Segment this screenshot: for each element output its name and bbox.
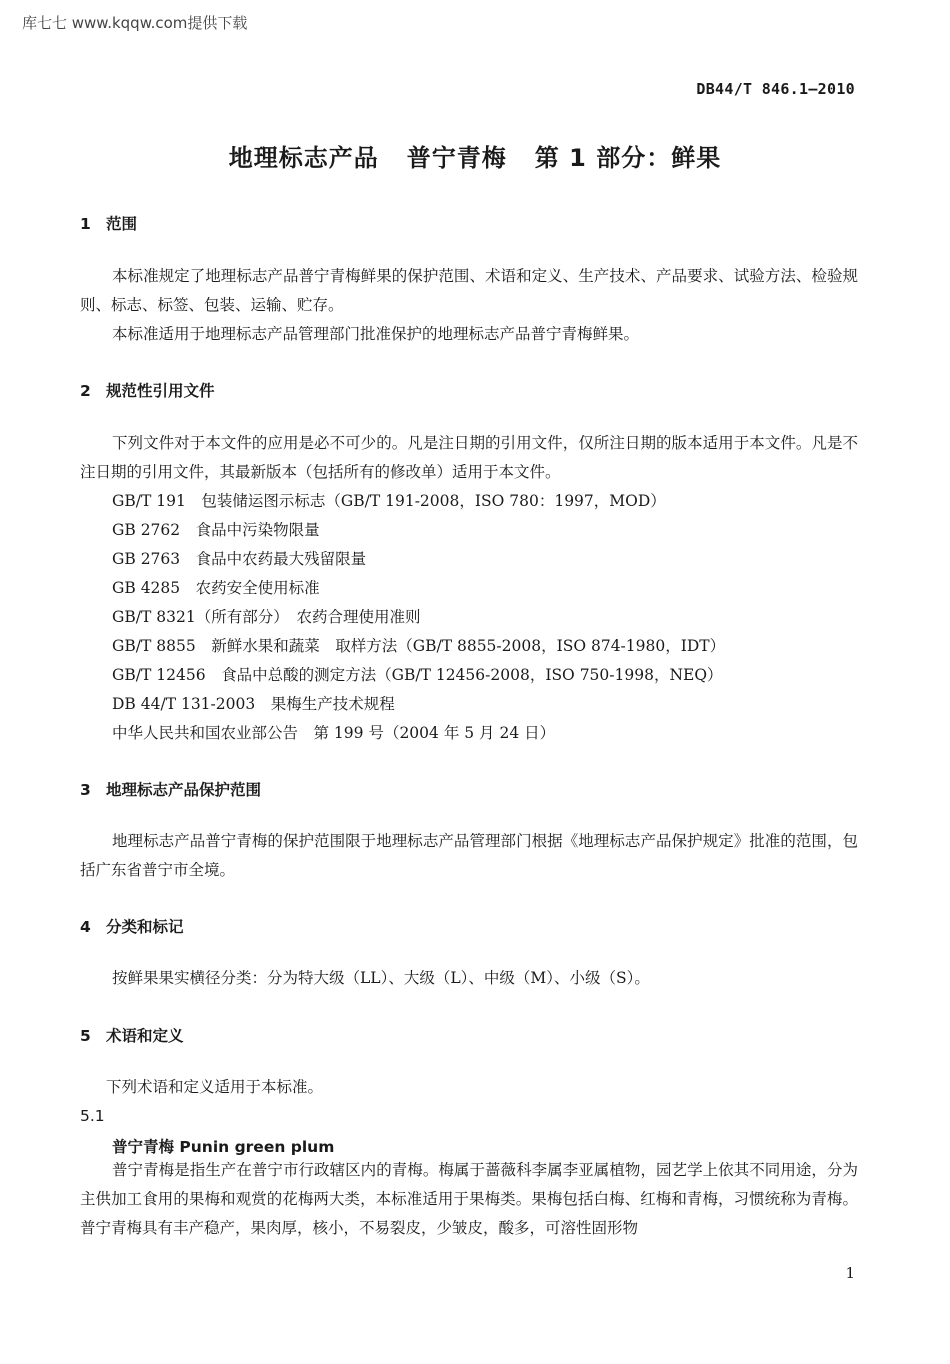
reference-item: 中华人民共和国农业部公告 第 199 号（2004 年 5 月 24 日） [112, 724, 556, 742]
section-number: 2 [80, 382, 91, 400]
watermark-text: 库七七 www.kqqw.com提供下载 [22, 14, 248, 32]
section-title: 术语和定义 [106, 1027, 184, 1045]
section-number: 5 [80, 1027, 91, 1045]
section-4-paragraph-1: 按鲜果果实横径分类：分为特大级（LL）、大级（L）、中级（M）、小级（S）。 [112, 969, 650, 987]
section-1-paragraph-2: 本标准适用于地理标志产品管理部门批准保护的地理标志产品普宁青梅鲜果。 [112, 325, 640, 343]
section-3-paragraph-1: 地理标志产品普宁青梅的保护范围限于地理标志产品管理部门根据《地理标志产品保护规定》批准的范围，包括广东省普宁市全境。 [80, 832, 858, 879]
section-number: 3 [80, 781, 91, 799]
section-1-paragraph-1: 本标准规定了地理标志产品普宁青梅鲜果的保护范围、术语和定义、生产技术、产品要求、试验方法、检验规则、标志、标签、包装、运输、贮存。 [80, 267, 858, 314]
reference-item: GB/T 191 包装储运图示标志（GB/T 191-2008，ISO 780：1997，MOD） [112, 492, 666, 510]
title-part-3: 第 1 部分：鲜果 [534, 144, 722, 172]
section-5-heading [80, 1024, 184, 1046]
reference-item: GB 4285 农药安全使用标准 [112, 579, 320, 597]
page-number: 1 [845, 1264, 855, 1282]
section-3-heading [80, 778, 261, 800]
reference-item: GB/T 12456 食品中总酸的测定方法（GB/T 12456-2008，ISO 750-1998，NEQ） [112, 666, 723, 684]
document-title [0, 138, 950, 173]
term-heading: 普宁青梅 Punin green plum [112, 1138, 335, 1156]
section-title: 地理标志产品保护范围 [106, 781, 262, 799]
title-part-1: 地理标志产品 [228, 144, 379, 172]
document-code: DB44/T 846.1—2010 [696, 80, 855, 98]
section-number: 1 [80, 215, 91, 233]
section-1-heading [80, 212, 137, 234]
section-title: 规范性引用文件 [106, 382, 215, 400]
section-5-paragraph-1: 下列术语和定义适用于本标准。 [106, 1078, 324, 1096]
section-number: 4 [80, 918, 91, 936]
section-5-paragraph-2: 普宁青梅是指生产在普宁市行政辖区内的青梅。梅属于蔷薇科李属李亚属植物，园艺学上依其不同用途，分为主供加工食用的果梅和观赏的花梅两大类，本标准适用于果梅类。果梅包括白梅、红梅和青梅，习惯统称为青梅。普宁青梅具有丰产稳产，果肉厚，核小，不易裂皮，少皱皮，酸多，可溶性固形物 [80, 1161, 858, 1237]
section-title: 分类和标记 [106, 918, 184, 936]
reference-item: DB 44/T 131-2003 果梅生产技术规程 [112, 695, 395, 713]
section-2-paragraph-1: 下列文件对于本文件的应用是必不可少的。凡是注日期的引用文件，仅所注日期的版本适用于本文件。凡是不注日期的引用文件，其最新版本（包括所有的修改单）适用于本文件。 [80, 434, 858, 481]
section-title: 范围 [106, 215, 138, 233]
section-2-heading [80, 379, 215, 401]
reference-item: GB 2762 食品中污染物限量 [112, 521, 320, 539]
section-4-heading [80, 915, 184, 937]
subsection-number: 5.1 [80, 1107, 105, 1125]
title-part-2: 普宁青梅 [406, 144, 507, 172]
reference-item: GB/T 8321（所有部分） 农药合理使用准则 [112, 608, 421, 626]
reference-item: GB 2763 食品中农药最大残留限量 [112, 550, 367, 568]
reference-item: GB/T 8855 新鲜水果和蔬菜 取样方法（GB/T 8855-2008，ISO 874-1980，IDT） [112, 637, 726, 655]
